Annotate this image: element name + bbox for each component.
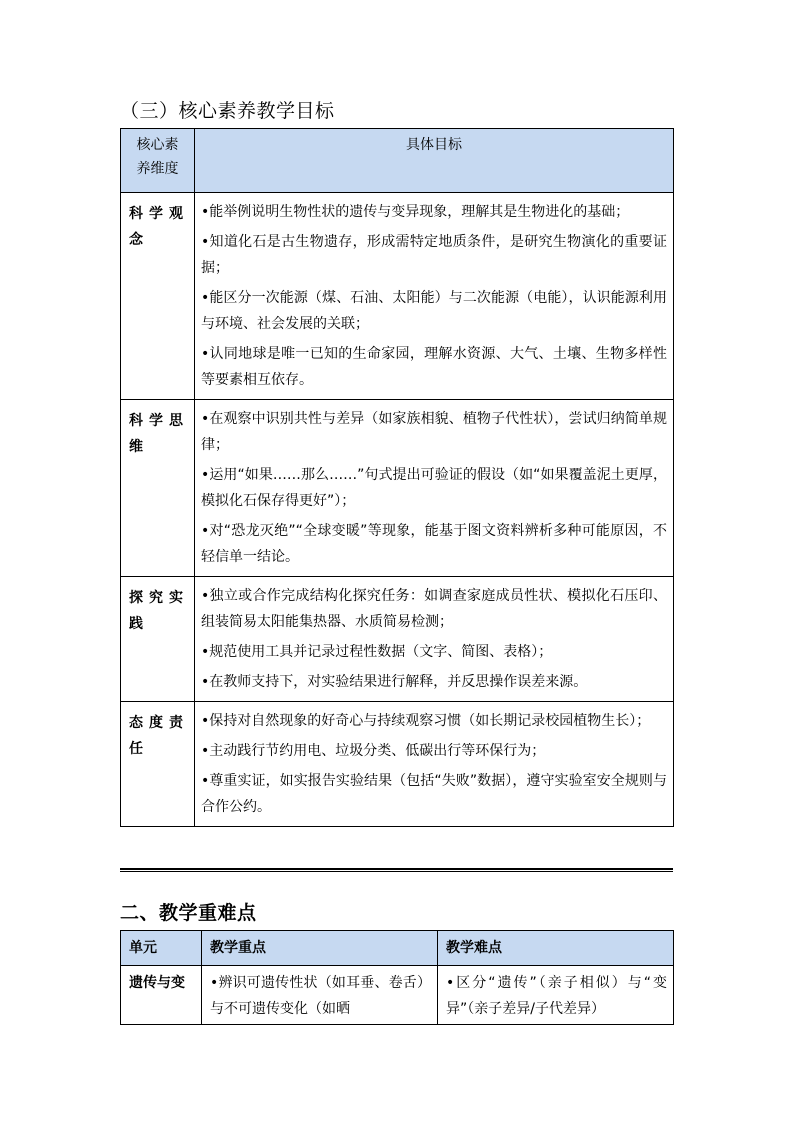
dimension-cell: 探究实践 <box>121 577 195 702</box>
key-cell <box>202 966 438 1025</box>
header-unit: 单元 <box>121 931 202 966</box>
goal-item: •独立或合作完成结构化探究任务：如调查家庭成员性状、模拟化石压印、组装简易太阳能集热器、水质简易检测； <box>201 588 667 630</box>
header-goals: 具体目标 <box>195 129 674 193</box>
table-row <box>121 193 674 400</box>
goal-item: •能区分一次能源（煤、石油、太阳能）与二次能源（电能），认识能源利用与环境、社会发展的关联； <box>201 290 667 332</box>
goals-cell <box>195 577 674 702</box>
dimension-cell: 科学观念 <box>121 193 195 400</box>
goal-item: •能举例说明生物性状的遗传与变异现象，理解其是生物进化的基础； <box>201 204 630 220</box>
goal-item: •保持对自然现象的好奇心与持续观察习惯（如长期记录校园植物生长）； <box>201 713 651 729</box>
goal-item: •对“恐龙灭绝”“全球变暖”等现象，能基于图文资料辨析多种可能原因，不轻信单一结论。 <box>201 523 667 565</box>
goal-item: •知道化石是古生物遗存，形成需特定地质条件，是研究生物演化的重要证据； <box>201 234 667 276</box>
goals-cell <box>195 193 674 400</box>
section-title-key-points: 二、教学重难点 <box>120 902 257 924</box>
key-text: •辨识可遗传性状（如耳垂、卷舌）与不可遗传变化（如晒 <box>210 975 431 1017</box>
table-header-row <box>121 931 674 966</box>
goal-item: •规范使用工具并记录过程性数据（文字、简图、表格）； <box>201 644 553 660</box>
unit-text: 遗传与变 <box>129 975 185 991</box>
header-dimension: 核心素养维度 <box>121 129 195 193</box>
header-key: 教学重点 <box>202 931 438 966</box>
goal-item: •在教师支持下，对实验结果进行解释，并反思操作误差来源。 <box>201 674 588 690</box>
section-divider <box>120 868 673 872</box>
goal-item: •运用“如果……那么……”句式提出可验证的假设（如“如果覆盖泥土更厚，模拟化石保存得更好”）； <box>201 467 667 509</box>
difficult-cell <box>438 966 674 1025</box>
goal-item: •主动践行节约用电、垃圾分类、低碳出行等环保行为； <box>201 743 546 759</box>
core-literacy-table <box>120 128 674 827</box>
unit-cell <box>121 966 202 1025</box>
section-title-core-literacy: （三）核心素养教学目标 <box>120 100 335 122</box>
header-difficult: 教学难点 <box>438 931 674 966</box>
goal-item: •在观察中识别共性与差异（如家族相貌、植物子代性状），尝试归纳简单规律； <box>201 411 667 453</box>
goals-cell <box>195 702 674 827</box>
key-points-table <box>120 930 674 1025</box>
goal-item: •尊重实证，如实报告实验结果（包括“失败”数据），遵守实验室安全规则与合作公约。 <box>201 773 667 815</box>
goal-item: •认同地球是唯一已知的生命家园，理解水资源、大气、土壤、生物多样性等要素相互依存。 <box>201 346 667 388</box>
goals-cell <box>195 400 674 577</box>
table-row <box>121 400 674 577</box>
difficult-text: •区分“遗传”（亲子相似）与“变异”（亲子差异/子代差异） <box>446 975 667 1017</box>
dimension-cell: 态度责任 <box>121 702 195 827</box>
table-row <box>121 702 674 827</box>
dimension-cell: 科学思维 <box>121 400 195 577</box>
table-row <box>121 577 674 702</box>
table-row <box>121 966 674 1025</box>
table-header-row <box>121 129 674 193</box>
